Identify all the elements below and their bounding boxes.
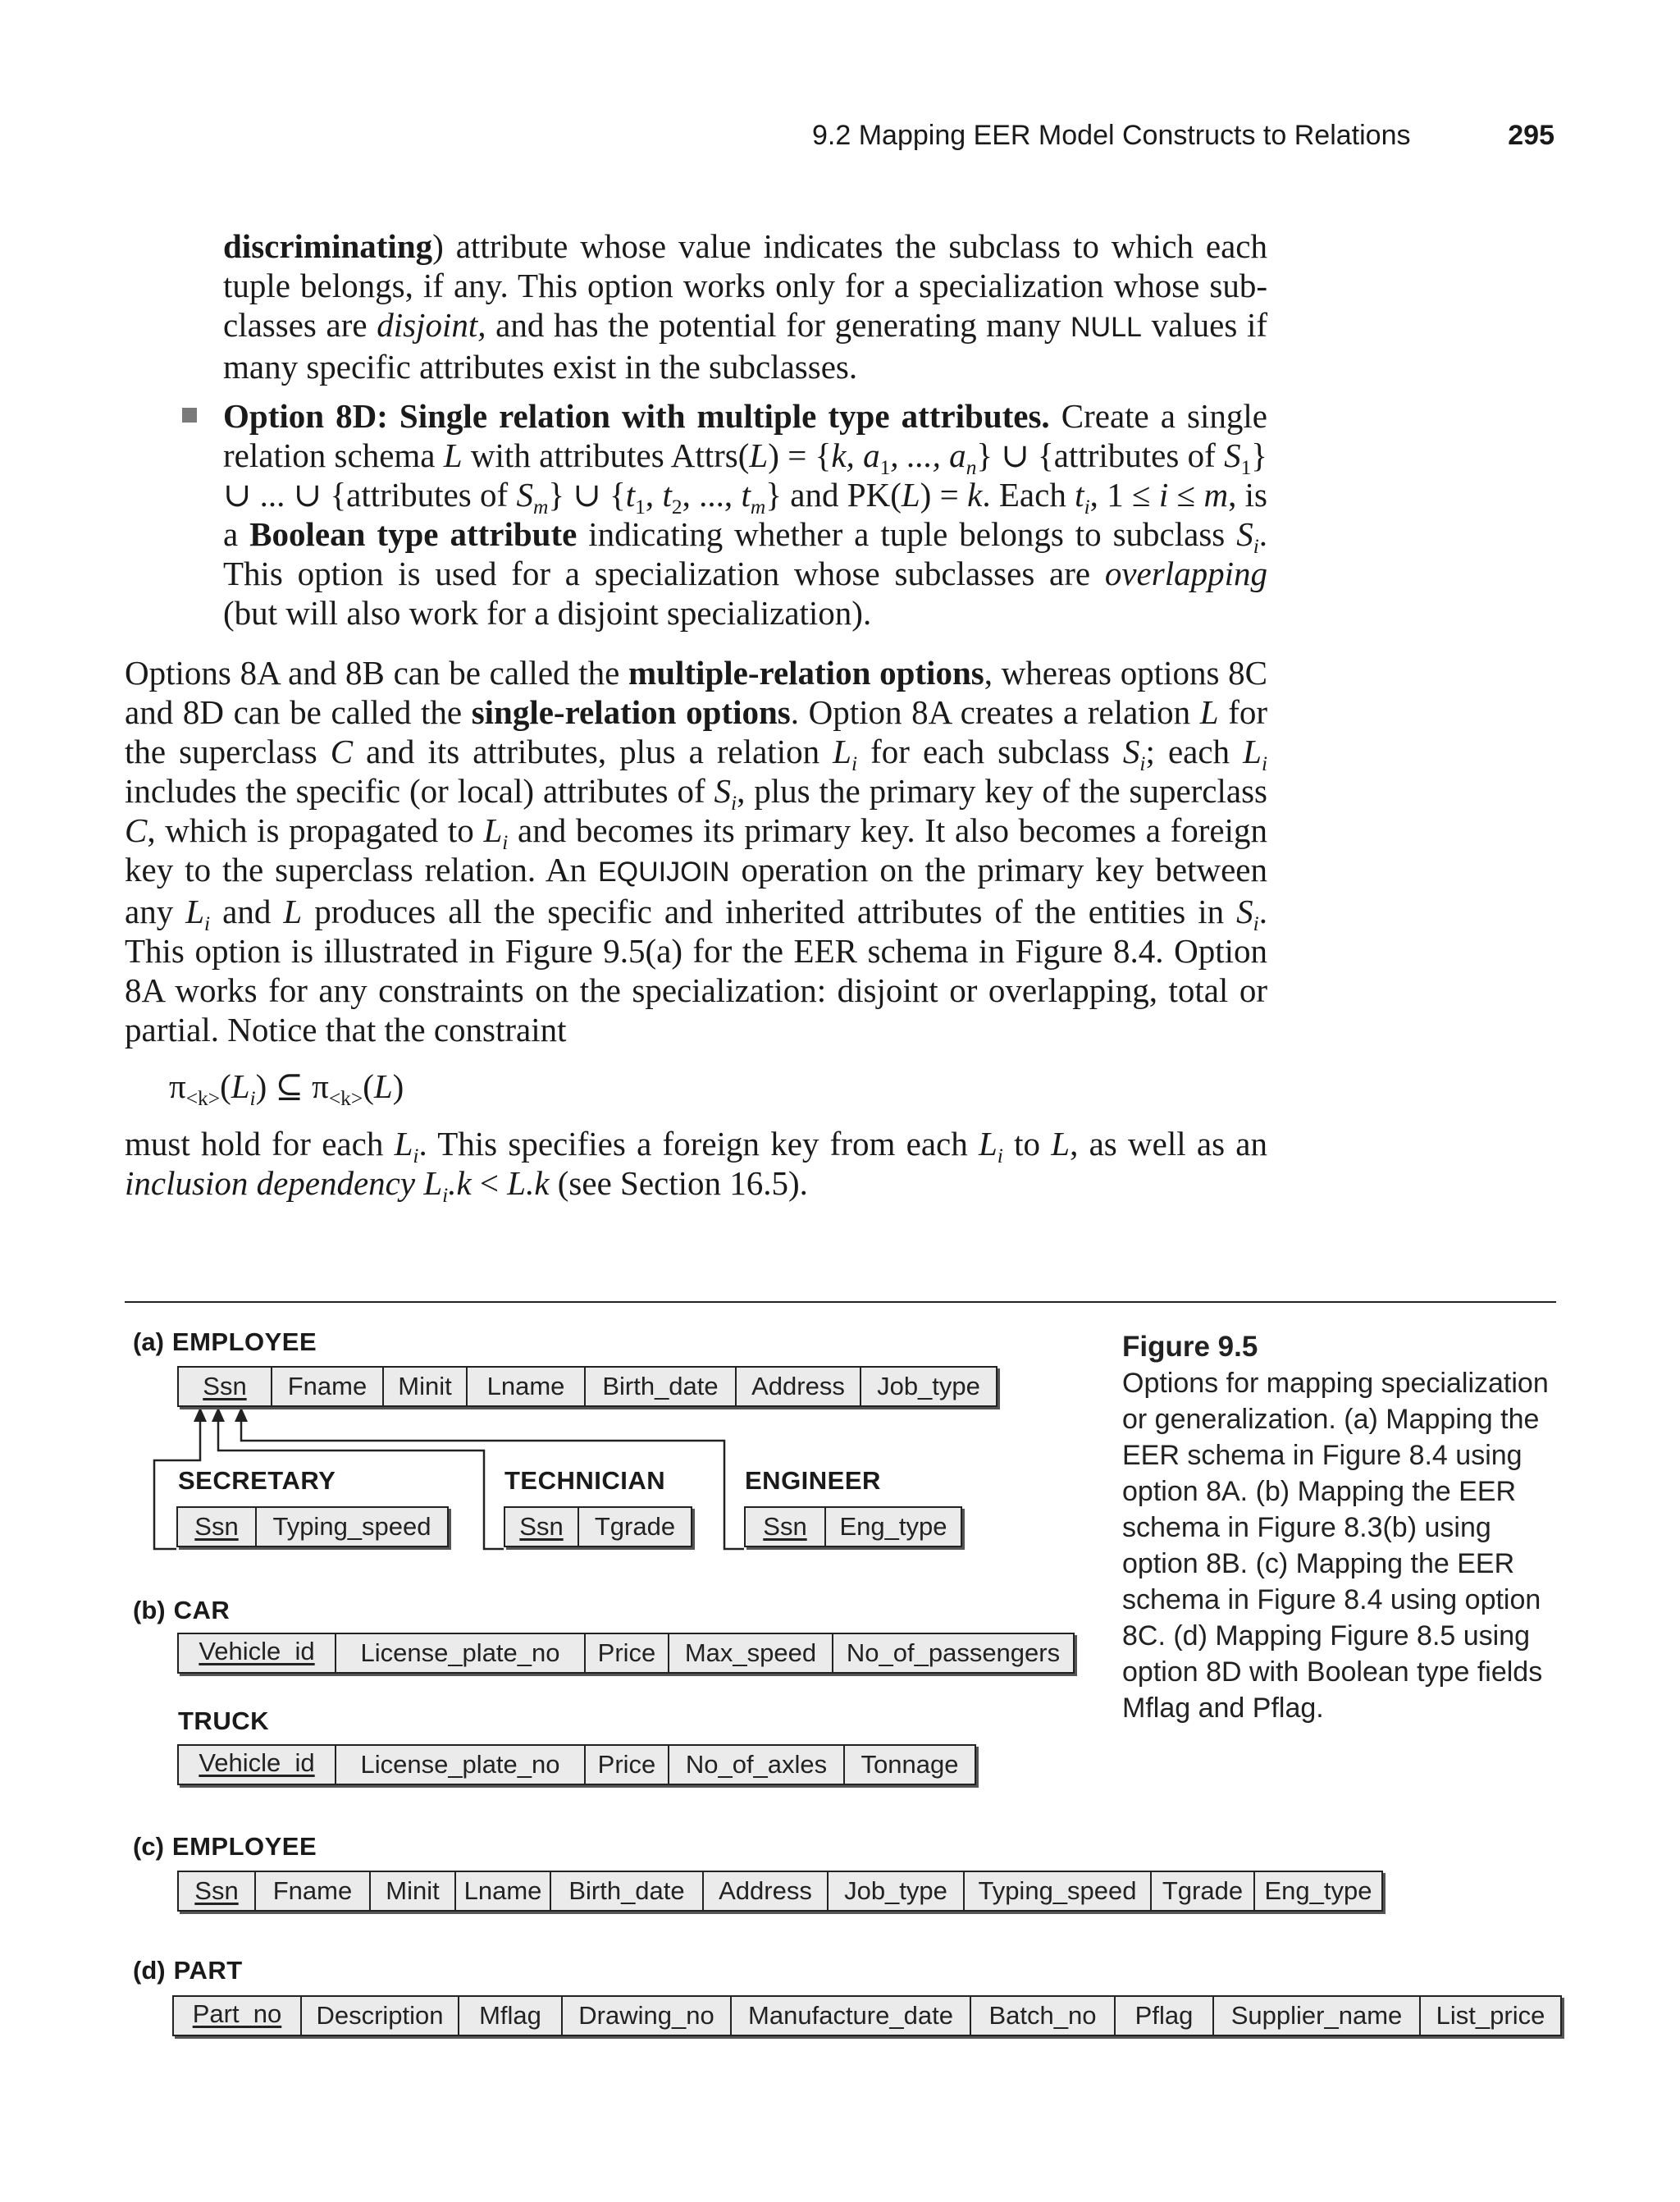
relation-name: CAR	[173, 1596, 231, 1624]
inclusion-formula: $\pi_{<k>}(L_i)$ ⊆ $\pi_{<k>}(L)$	[169, 1067, 404, 1110]
attr-cell: Birth_date	[551, 1872, 704, 1910]
subscript: i	[249, 1086, 256, 1110]
figure-tag: (b)	[133, 1596, 166, 1624]
text-run: , plus the primary key of the superclass	[737, 772, 1267, 810]
text-run: values if many specific attributes exist in the subclasses.	[223, 306, 1268, 386]
text-run: ; each	[1145, 733, 1244, 770]
attr-cell: Drawing_no	[563, 1997, 732, 2035]
italic-term: inclusion dependency	[125, 1164, 416, 1202]
text-run: , whereas options 8C and 8D can be called the	[125, 654, 1268, 731]
attr-cell: License_plate_no	[336, 1634, 586, 1672]
subscript: i	[1253, 911, 1259, 935]
attr-cell: Mflag	[459, 1997, 563, 2035]
sym: S	[714, 772, 732, 810]
sym: L	[231, 1067, 250, 1105]
relation-name: TECHNICIAN	[504, 1466, 666, 1495]
engineer-table	[744, 1506, 962, 1547]
equijoin-keyword: EQUIJOIN	[597, 857, 730, 888]
text-run: operation on the primary key between any	[125, 851, 1267, 930]
sym: t	[1075, 476, 1084, 514]
sym: L	[978, 1125, 998, 1163]
attr-cell: Price	[586, 1746, 669, 1784]
text-run: . Option 8A creates a relation	[790, 693, 1200, 731]
truck-table	[177, 1744, 976, 1785]
sym: k, a	[831, 436, 880, 474]
sym: L	[483, 811, 503, 849]
attr-cell: Fname	[272, 1368, 384, 1405]
section-title: 9.2 Mapping EER Model Constructs to Relations	[812, 120, 1411, 151]
subscript: 1	[1240, 455, 1252, 479]
text-run: , 1 ≤	[1089, 476, 1159, 514]
sym: t	[662, 476, 672, 514]
attr-cell: Address	[737, 1368, 861, 1405]
attr-cell: List_price	[1436, 2001, 1545, 2030]
figure-tag: (d)	[133, 1956, 166, 1985]
label-engineer	[745, 1466, 881, 1496]
text-run: Create a single relation schema	[223, 397, 1267, 474]
sym: i	[1158, 476, 1169, 514]
text-run: must hold for each	[125, 1125, 395, 1163]
attr-cell: No_of_axles	[669, 1746, 845, 1784]
attr-cell: Supplier_name	[1214, 1997, 1421, 2035]
key-cell: Part_no	[174, 1997, 302, 2035]
text-run: , which is propagated to	[147, 811, 484, 849]
sym: S	[1236, 515, 1253, 553]
attr-cell: Job_type	[877, 1372, 980, 1400]
attr-cell: Minit	[371, 1872, 456, 1910]
label-truck	[178, 1706, 269, 1736]
sym: S	[1122, 733, 1140, 770]
arrowhead-icon	[212, 1407, 225, 1422]
bold-term: Boolean type attribute	[249, 515, 578, 553]
key-cell: Ssn	[178, 1508, 257, 1546]
null-keyword: NULL	[1070, 312, 1142, 343]
text-run: (but will also work for a disjoint specialization).	[223, 594, 872, 632]
sym: , ..., a	[890, 436, 966, 474]
subscript: 2	[671, 495, 682, 519]
figure-tag: (c)	[133, 1832, 164, 1861]
subscript: <k>	[185, 1086, 221, 1110]
attr-cell: Tgrade	[594, 1512, 676, 1541]
attr-cell: Manufacture_date	[732, 1997, 971, 2035]
sym: L	[443, 436, 463, 474]
text-run: . This option is illustrated in Figure 9.5(a) for the EER schema in Figure 8.4. Option 8A works for any constraints on the specialization: disjoint or overlapping, total or partial. Notice that the constraint	[125, 893, 1267, 1048]
attr-cell: Typing_speed	[965, 1872, 1152, 1910]
text-run: } ∪ ... ∪ {attributes of	[223, 436, 1267, 514]
text-run: } ∪ {	[548, 476, 626, 514]
arrowhead-icon	[235, 1407, 248, 1422]
attr-cell: Tgrade	[1152, 1872, 1255, 1910]
key-cell: Vehicle_id	[179, 1634, 336, 1672]
caption-title: Figure 9.5	[1122, 1331, 1258, 1363]
label-secretary	[178, 1466, 336, 1496]
text-run: and	[210, 893, 284, 930]
part-table	[172, 1995, 1562, 2036]
text-run: to	[1002, 1125, 1052, 1163]
subscript: i	[413, 1144, 419, 1167]
label-d-part	[133, 1956, 243, 1985]
page-number: 295	[1508, 120, 1554, 151]
text-run: } and PK(	[765, 476, 902, 514]
text-run: produces all the specific and inherited attributes of the entities in	[302, 893, 1237, 930]
sym: S	[516, 476, 534, 514]
sym: L	[1243, 733, 1262, 770]
bold-term: discriminating	[223, 227, 433, 265]
key-cell: Ssn	[179, 1872, 256, 1910]
attr-cell: No_of_passengers	[846, 1638, 1061, 1667]
text-run: for the superclass	[125, 693, 1268, 770]
sym: L	[185, 893, 205, 930]
text-run: Options 8A and 8B can be called the	[125, 654, 629, 692]
text-run: and has the potential for generating many	[486, 306, 1071, 344]
attr-cell: Job_type	[829, 1872, 965, 1910]
subscript: i	[1139, 752, 1146, 775]
sym: L	[833, 733, 851, 770]
sym: L	[423, 1164, 443, 1202]
key-cell: Ssn	[746, 1508, 826, 1546]
sym: m	[1203, 476, 1229, 514]
sym: L	[901, 476, 920, 514]
sym: C	[330, 733, 354, 770]
sym: t	[741, 476, 751, 514]
text-run: . This option is used for a specialization whose subclasses are	[223, 515, 1268, 592]
text-run: ) = {	[768, 436, 832, 474]
bold-term: multiple-relation options	[628, 654, 984, 692]
figure-tag: (a)	[133, 1327, 164, 1356]
attr-cell: Fname	[256, 1872, 371, 1910]
text-run: <	[471, 1164, 508, 1202]
attr-cell: Lname	[456, 1872, 551, 1910]
sym: L	[1051, 1125, 1071, 1163]
subscript: 1	[879, 455, 891, 479]
text-run: for each subclass	[857, 733, 1123, 770]
attr-cell: Address	[704, 1872, 829, 1910]
subscript: i	[204, 911, 211, 935]
sym: L	[394, 1125, 413, 1163]
key-cell: Ssn	[179, 1368, 272, 1405]
attr-cell: Pflag	[1116, 1997, 1214, 2035]
text-run: , is a	[223, 476, 1268, 553]
label-c-employee	[133, 1832, 317, 1862]
sym: ⊆	[275, 1067, 304, 1105]
attr-cell: Minit	[384, 1368, 468, 1405]
subscript: 1	[635, 495, 646, 519]
sym: k	[967, 476, 983, 514]
employee-table-c	[177, 1871, 1383, 1912]
subscript: i	[851, 752, 858, 775]
key-cell: Ssn	[505, 1508, 579, 1546]
text-run: . Each	[982, 476, 1075, 514]
sym: L	[749, 436, 769, 474]
sym: L	[283, 893, 303, 930]
attr-cell: Birth_date	[586, 1368, 737, 1405]
text-run: } ∪ {attributes of	[976, 436, 1225, 474]
sym: L	[373, 1067, 393, 1105]
text-run: ,	[645, 476, 663, 514]
relation-name: EMPLOYEE	[171, 1832, 317, 1861]
sym: π	[312, 1067, 329, 1105]
subscript: i	[1253, 534, 1259, 558]
text-run: (see Section 16.5).	[549, 1164, 808, 1202]
sym: L.k	[507, 1164, 550, 1202]
text-run: ) attribute whose value indicates the subclass to which each tuple belongs, if any. This option works only for a specialization whose sub-classes are	[223, 227, 1267, 344]
car-table	[177, 1633, 1075, 1674]
sym: C	[125, 811, 148, 849]
subscript: m	[533, 495, 549, 519]
italic-term: disjoint,	[377, 306, 486, 344]
text-run: , as well as an	[1070, 1125, 1267, 1163]
sym: t	[625, 476, 636, 514]
option-title: Option 8D: Single relation with multiple type attributes.	[223, 397, 1050, 435]
attr-cell: Lname	[468, 1368, 586, 1405]
sym: .k	[448, 1164, 472, 1202]
attr-cell: Eng_type	[839, 1512, 947, 1541]
text-run: . This specifies a foreign key from each	[418, 1125, 979, 1163]
sym: L	[1199, 693, 1219, 731]
attr-cell: Eng_type	[1264, 1876, 1372, 1905]
subscript: i	[1261, 752, 1267, 775]
subscript: <k>	[328, 1086, 363, 1110]
subscript: n	[966, 455, 977, 479]
subscript: i	[997, 1144, 1003, 1167]
attr-cell: Description	[302, 1997, 459, 2035]
subscript: m	[750, 495, 766, 519]
relation-name: EMPLOYEE	[171, 1327, 317, 1356]
label-technician	[504, 1466, 665, 1496]
italic-term: overlapping	[1104, 555, 1267, 592]
employee-table-a	[177, 1366, 998, 1407]
relation-name: PART	[173, 1956, 243, 1985]
subscript: i	[731, 791, 737, 815]
relation-name: SECRETARY	[178, 1466, 336, 1495]
caption-text: Options for mapping specialization or generalization. (a) Mapping the EER schema in Figure 8.4 using option 8A. (b) Mapping the EER schema in Figure 8.3(b) using option 8B. (c) Mapping the EER schema in Figure 8.4 using option 8C. (d) Mapping Figure 8.5 using option 8D with Boolean type fields Mflag and Pflag.	[1122, 1368, 1549, 1724]
key-cell: Vehicle_id	[179, 1746, 336, 1784]
attr-cell: Typing_speed	[272, 1512, 431, 1541]
technician-table	[504, 1506, 692, 1547]
text-run: , ...,	[682, 476, 742, 514]
sym: S	[1224, 436, 1241, 474]
secretary-table	[176, 1506, 449, 1547]
attr-cell: Price	[586, 1634, 669, 1672]
text-run: and becomes its primary key. It also becomes a foreign key to the superclass relation. An	[125, 811, 1268, 889]
attr-cell: Max_speed	[669, 1634, 833, 1672]
sym: π	[169, 1067, 186, 1105]
subscript: i	[502, 830, 509, 854]
attr-cell: Tonnage	[861, 1750, 959, 1779]
text-run: and its attributes, plus a relation	[353, 733, 833, 770]
sym: S	[1236, 893, 1253, 930]
attr-cell: Batch_no	[971, 1997, 1116, 2035]
text-run: with attributes Attrs(	[462, 436, 750, 474]
relation-name: ENGINEER	[745, 1466, 881, 1495]
subscript: i	[1084, 495, 1090, 519]
text-run: includes the specific (or local) attributes of	[125, 772, 714, 810]
text-run: ) =	[920, 476, 968, 514]
text-run: ≤	[1168, 476, 1204, 514]
attr-cell: License_plate_no	[336, 1746, 586, 1784]
text-run: indicating whether a tuple belongs to subclass	[577, 515, 1237, 553]
subscript: i	[442, 1183, 449, 1207]
bold-term: single-relation options	[471, 693, 791, 731]
label-a-employee	[133, 1327, 317, 1357]
relation-name: TRUCK	[178, 1706, 269, 1735]
arrowhead-icon	[194, 1407, 207, 1422]
label-b-car	[133, 1596, 230, 1625]
